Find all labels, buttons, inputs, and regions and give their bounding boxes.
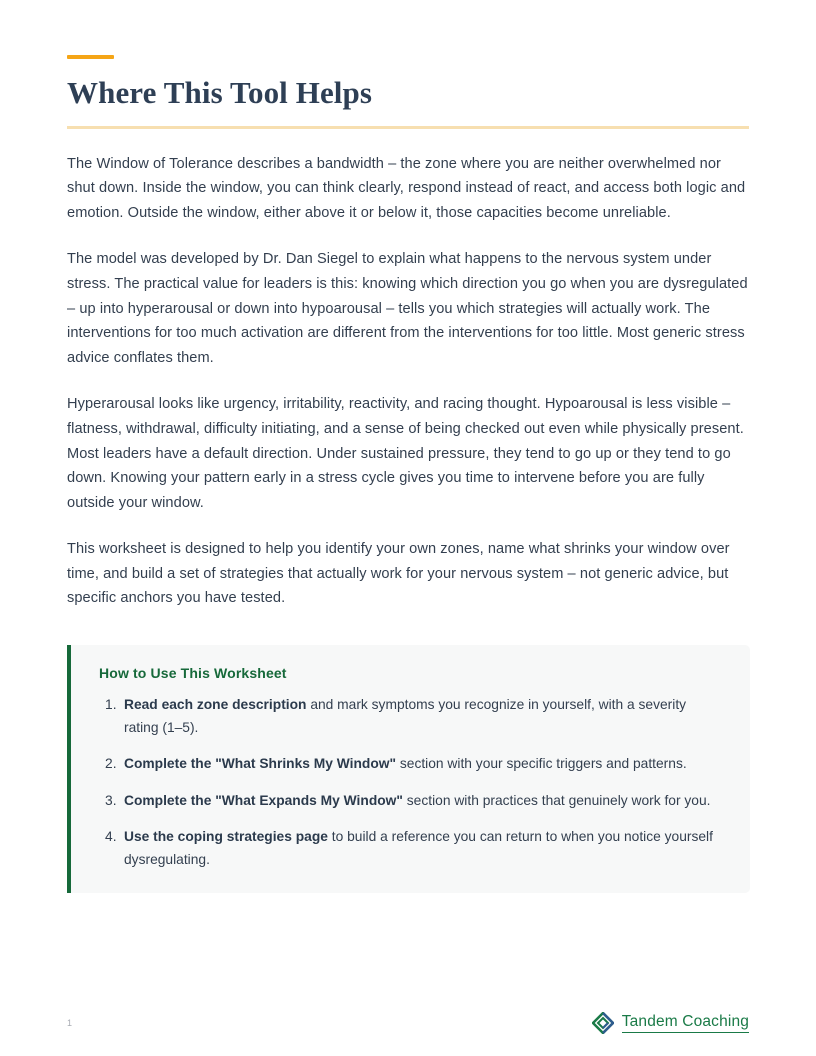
list-item-emphasis: Use the coping strategies page [124, 829, 328, 845]
page-number: 1 [67, 1018, 73, 1028]
callout-instruction-list [99, 694, 724, 871]
brand-name: Tandem Coaching [622, 1013, 749, 1033]
list-item [99, 790, 724, 813]
list-item-text: to build a reference you can return to when you notice yourself dysregulating. [124, 829, 713, 867]
brand-logo [592, 1012, 749, 1034]
list-item-text: section with your specific triggers and patterns. [396, 756, 687, 772]
list-item-text: and mark symptoms you recognize in yourself, with a severity rating (1–5). [124, 697, 687, 735]
list-item-emphasis: Complete the "What Expands My Window" [124, 792, 403, 808]
page-footer [67, 1004, 749, 1034]
list-item-emphasis: Complete the "What Shrinks My Window" [124, 756, 397, 772]
list-item [99, 826, 724, 871]
body-copy [67, 152, 749, 612]
list-item-emphasis: Read each zone description [124, 697, 307, 713]
page-title: Where This Tool Helps [67, 75, 373, 110]
list-item [99, 694, 724, 739]
tandem-diamond-logo-icon [592, 1012, 614, 1034]
orange-accent-bar [67, 55, 114, 59]
paragraph-1: The Window of Tolerance describes a bandwidth – the zone where you are neither overwhelmed nor shut down. Inside the window, you can think clearly, respond instead of react, and access both logic and emotion. Outside the window, either above it or below it, those capacities become unreliable. [67, 155, 746, 221]
page-content [67, 0, 749, 893]
list-item-text: section with practices that genuinely work for you. [402, 792, 711, 808]
paragraph-2: The model was developed by Dr. Dan Siegel to explain what happens to the nervous system under stress. The practical value for leaders is this: knowing which direction you go when you are dysregulated – up into hyperarousal or down into hypoarousal – tells you which strategies will actually work. The interventions for too much activation are different from the interventions for too little. Most generic stress advice conflates them. [67, 251, 748, 366]
paragraph-3: Hyperarousal looks like urgency, irritability, reactivity, and racing thought. Hypoarousal is less visible – flatness, withdrawal, difficulty initiating, and a sense of being checked out even while physically present. Most leaders have a default direction. Under sustained pressure, they tend to go up or they tend to go down. Knowing your pattern early in a stress cycle gives you time to intervene before you are fully outside your window. [67, 396, 744, 511]
callout-title: How to Use This Worksheet [99, 665, 287, 682]
paragraph-4: This worksheet is designed to help you identify your own zones, name what shrinks your window over time, and build a set of strategies that actually work for your nervous system – not generic advice, but specific anchors you have tested. [67, 541, 730, 607]
list-item [99, 753, 724, 776]
title-divider-rule [67, 126, 749, 129]
how-to-use-callout [67, 645, 750, 893]
